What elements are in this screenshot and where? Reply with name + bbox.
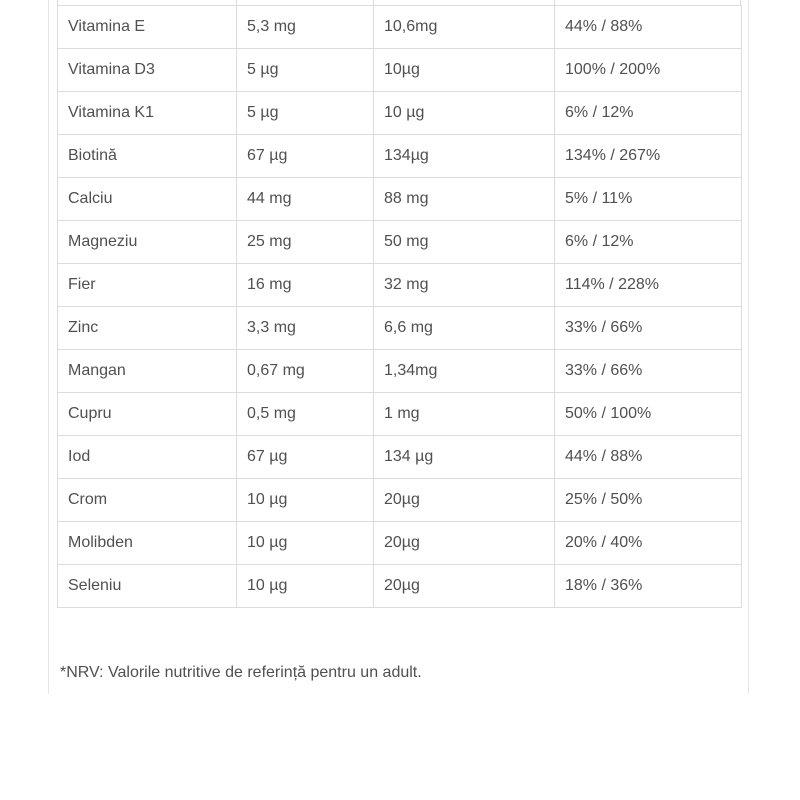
dose-double-cell: 88 mg [374, 178, 555, 221]
nrv-percent-cell: 25% / 50% [555, 479, 742, 522]
nrv-percent-cell: 5% / 11% [555, 178, 742, 221]
nrv-percent-cell: 33% / 66% [555, 350, 742, 393]
nutrition-table [57, 5, 742, 608]
dose-double-cell: 10,6mg [374, 6, 555, 49]
table-row [58, 565, 742, 608]
dose-double-cell: 1 mg [374, 393, 555, 436]
nrv-percent-cell: 33% / 66% [555, 307, 742, 350]
nutrient-name-cell: Vitamina D3 [58, 49, 237, 92]
dose-double-cell: 1,34mg [374, 350, 555, 393]
dose-single-cell: 10 µg [237, 522, 374, 565]
nutrient-name-cell: Iod [58, 436, 237, 479]
dose-single-cell: 5,3 mg [237, 6, 374, 49]
table-row [58, 221, 742, 264]
dose-single-cell: 0,67 mg [237, 350, 374, 393]
dose-double-cell: 134µg [374, 135, 555, 178]
nrv-percent-cell: 100% / 200% [555, 49, 742, 92]
nrv-percent-cell: 6% / 12% [555, 221, 742, 264]
dose-double-cell: 50 mg [374, 221, 555, 264]
nutrient-name-cell: Mangan [58, 350, 237, 393]
dose-single-cell: 16 mg [237, 264, 374, 307]
table-row [58, 6, 742, 49]
table-row [58, 307, 742, 350]
dose-double-cell: 20µg [374, 565, 555, 608]
dose-single-cell: 10 µg [237, 565, 374, 608]
table-row [58, 92, 742, 135]
dose-single-cell: 0,5 mg [237, 393, 374, 436]
dose-single-cell: 3,3 mg [237, 307, 374, 350]
dose-double-cell: 20µg [374, 522, 555, 565]
dose-single-cell: 25 mg [237, 221, 374, 264]
nutrient-name-cell: Magneziu [58, 221, 237, 264]
dose-double-cell: 32 mg [374, 264, 555, 307]
nutrient-name-cell: Calciu [58, 178, 237, 221]
dose-single-cell: 10 µg [237, 479, 374, 522]
nrv-percent-cell: 134% / 267% [555, 135, 742, 178]
nutrient-name-cell: Vitamina E [58, 6, 237, 49]
dose-single-cell: 44 mg [237, 178, 374, 221]
table-row [58, 264, 742, 307]
dose-double-cell: 6,6 mg [374, 307, 555, 350]
dose-single-cell: 5 µg [237, 92, 374, 135]
nrv-percent-cell: 18% / 36% [555, 565, 742, 608]
dose-double-cell: 10µg [374, 49, 555, 92]
table-row [58, 393, 742, 436]
table-row [58, 522, 742, 565]
nutrient-name-cell: Cupru [58, 393, 237, 436]
nutrient-name-cell: Vitamina K1 [58, 92, 237, 135]
dose-single-cell: 67 µg [237, 135, 374, 178]
dose-single-cell: 67 µg [237, 436, 374, 479]
dose-double-cell: 134 µg [374, 436, 555, 479]
dose-double-cell: 20µg [374, 479, 555, 522]
table-row [58, 479, 742, 522]
nutrient-name-cell: Fier [58, 264, 237, 307]
nrv-footnote: *NRV: Valorile nutritive de referință pentru un adult. [60, 664, 422, 681]
table-row [58, 436, 742, 479]
table-row [58, 350, 742, 393]
nutrition-table-body [58, 6, 742, 608]
nrv-percent-cell: 6% / 12% [555, 92, 742, 135]
nutrient-name-cell: Molibden [58, 522, 237, 565]
nutrient-name-cell: Crom [58, 479, 237, 522]
nutrient-name-cell: Biotină [58, 135, 237, 178]
dose-single-cell: 5 µg [237, 49, 374, 92]
nutrient-name-cell: Zinc [58, 307, 237, 350]
nrv-percent-cell: 50% / 100% [555, 393, 742, 436]
nrv-percent-cell: 44% / 88% [555, 436, 742, 479]
table-row [58, 49, 742, 92]
nrv-percent-cell: 20% / 40% [555, 522, 742, 565]
table-row [58, 135, 742, 178]
table-row [58, 178, 742, 221]
nrv-percent-cell: 114% / 228% [555, 264, 742, 307]
nrv-percent-cell: 44% / 88% [555, 6, 742, 49]
dose-double-cell: 10 µg [374, 92, 555, 135]
nutrient-name-cell: Seleniu [58, 565, 237, 608]
